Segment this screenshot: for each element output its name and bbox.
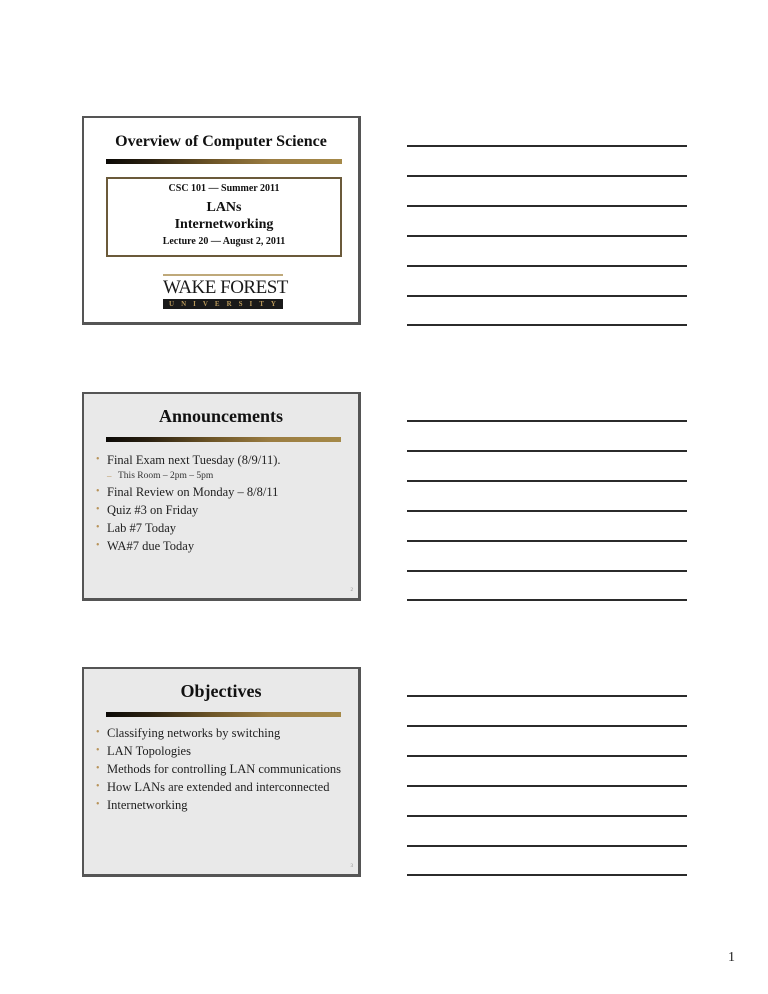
note-line [407,480,687,482]
slide-title: Announcements [158,406,283,426]
note-line [407,695,687,697]
note-line [407,235,687,237]
bullet-text: Final Review on Monday – 8/8/11 [107,485,279,499]
note-line [407,420,687,422]
bullet-text: Internetworking [107,798,188,812]
bullet-list [96,451,350,555]
lecture-label: Lecture 20 — August 2, 2011 [162,236,286,247]
note-line [407,815,687,817]
wake-forest-logo [163,274,288,309]
bullet-text: How LANs are extended and interconnected [107,780,330,794]
logo-wordmark: WAKE FOREST [163,277,288,298]
title-divider-bar [106,712,341,717]
slide-page-number: 2 [350,588,353,593]
bullet-item [96,451,350,469]
bullet-icon: • [96,799,100,810]
title-divider-bar [106,437,341,442]
slide-title: Objectives [180,681,262,701]
note-line [407,785,687,787]
note-line [407,874,687,876]
bullet-icon: • [96,781,100,792]
bullet-item [96,778,350,796]
bullet-icon: • [96,745,100,756]
bullet-text: Classifying networks by switching [107,726,281,740]
bullet-icon: • [96,763,100,774]
course-info-box [106,177,342,257]
note-line [407,845,687,847]
note-line [407,295,687,297]
bullet-icon: • [96,540,100,551]
dash-icon: – [107,471,112,481]
note-line [407,599,687,601]
note-line [407,725,687,727]
bullet-item [96,760,350,778]
bullet-icon: • [96,454,100,465]
bullet-item [96,519,350,537]
note-line [407,510,687,512]
bullet-text: WA#7 due Today [107,539,195,553]
logo-subtitle: UNIVERSITY [163,299,283,309]
slide-page-number: 3 [350,864,353,869]
bullet-item [96,796,350,814]
bullet-text: Lab #7 Today [107,521,177,535]
note-line [407,324,687,326]
note-line [407,755,687,757]
bullet-item [96,501,350,519]
note-line [407,450,687,452]
bullet-item [96,742,350,760]
title-divider-bar [106,159,342,164]
note-line [407,175,687,177]
bullet-icon: • [96,522,100,533]
bullet-icon: • [96,486,100,497]
bullet-text: Final Exam next Tuesday (8/9/11). [107,453,281,467]
slide-thumbnail-3 [82,667,361,877]
bullet-item [96,724,350,742]
bullet-text: LAN Topologies [107,744,191,758]
note-line [407,205,687,207]
bullet-text: Quiz #3 on Friday [107,503,199,517]
logo-rule [163,274,283,276]
course-label: CSC 101 — Summer 2011 [168,183,280,194]
bullet-text: Methods for controlling LAN communications [107,762,341,776]
bullet-text: This Room – 2pm – 5pm [118,471,214,481]
slide-thumbnail-2 [82,392,361,601]
bullet-item [96,537,350,555]
bullet-icon: • [96,504,100,515]
topic-line-1: LANs [206,200,242,215]
slide-title: Overview of Computer Science [115,133,327,150]
handout-page-number: 1 [728,950,735,965]
bullet-list [96,724,350,814]
note-line [407,265,687,267]
note-line [407,145,687,147]
note-line [407,540,687,542]
topic-line-2: Internetworking [174,217,274,232]
bullet-icon: • [96,727,100,738]
slide-thumbnail-1 [82,116,361,325]
note-line [407,570,687,572]
bullet-item [96,483,350,501]
sub-bullet-item [96,469,350,483]
